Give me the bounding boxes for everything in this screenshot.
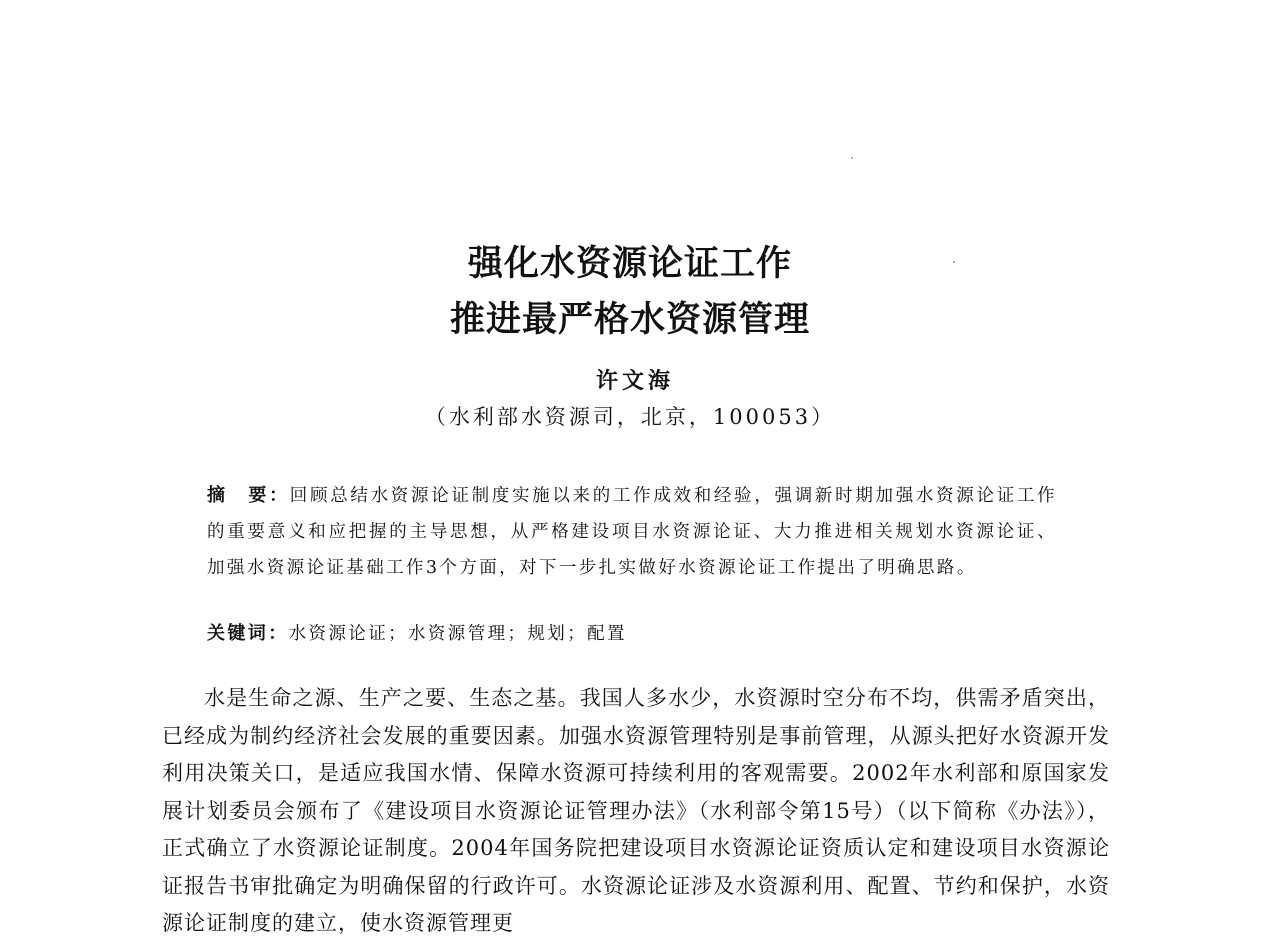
paper-title-line1: 强化水资源论证工作 bbox=[467, 244, 792, 284]
author-affiliation: （水利部水资源司，北京，100053） bbox=[424, 405, 836, 429]
author-name: 许文海 bbox=[595, 368, 674, 394]
keywords-text: 水资源论证；水资源管理；规划；配置 bbox=[288, 624, 627, 644]
paper-title-line2: 推进最严格水资源管理 bbox=[449, 300, 810, 340]
abstract-text: 回顾总结水资源论证制度实施以来的工作成效和经验，强调新时期加强水资源论证工作的重要意义和应把握的主导思想，从严格建设项目水资源论证、大力推进相关规划水资源论证、加强水资源论证基础工作3个方面，对下一步扎实做好水资源论证工作提出了明确思路。 bbox=[207, 486, 1057, 578]
scan-speck bbox=[851, 157, 853, 159]
keywords-label: 关键词： bbox=[207, 623, 289, 644]
body-paragraph: 水是生命之源、生产之要、生态之基。我国人多水少，水资源时空分布不均，供需矛盾突出，已经成为制约经济社会发展的重要因素。加强水资源管理特别是事前管理，从源头把好水资源开发利用决策关口，是适应我国水情、保障水资源可持续利用的客观需要。2002年水利部和原国家发展计划委员会颁布了《建设项目水资源论证管理办法》（水利部令第15号）（以下简称《办法》），正式确立了水资源论证制度。2004年国务院把建设项目水资源论证资质认定和建设项目水资源论证报告书审批确定为明确保留的行政许可。水资源论证涉及水资源利用、配置、节约和保护，水资源论证制度的建立，使水资源管理更 bbox=[162, 686, 1110, 935]
keywords bbox=[207, 618, 1057, 650]
abstract-label: 摘 要： bbox=[207, 485, 290, 506]
abstract bbox=[207, 478, 1057, 586]
